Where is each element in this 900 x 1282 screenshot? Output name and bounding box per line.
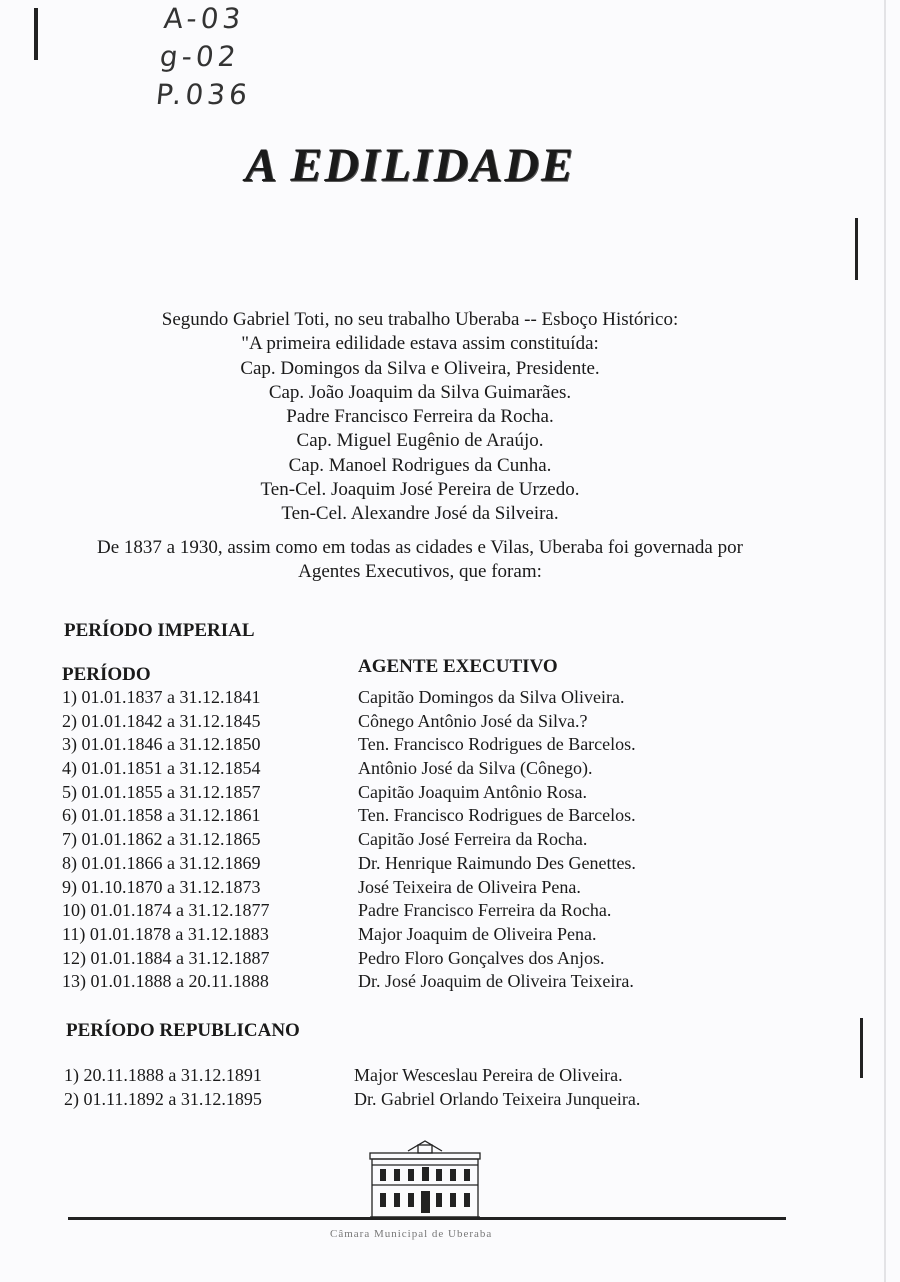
intro-line: Cap. Miguel Eugênio de Araújo. bbox=[296, 430, 544, 452]
period-cell: 9) 01.10.1870 a 31.12.1873 bbox=[62, 876, 261, 897]
agent-cell: Pedro Floro Gonçalves dos Anjos. bbox=[358, 947, 605, 968]
building-logo-icon bbox=[368, 1137, 482, 1221]
governance-paragraph bbox=[64, 536, 776, 584]
period-column-header: PERÍODO bbox=[62, 664, 151, 685]
intro-line: "A primeira edilidade estava assim constituída: bbox=[241, 333, 599, 355]
footer-divider bbox=[68, 1217, 786, 1220]
staple-mark bbox=[855, 218, 858, 280]
period-cell: 1) 01.01.1837 a 31.12.1841 bbox=[62, 687, 261, 707]
agent-cell: Dr. Henrique Raimundo Des Genettes. bbox=[358, 852, 636, 873]
period-cell: 8) 01.01.1866 a 31.12.1869 bbox=[62, 852, 261, 873]
republican-heading: PERÍODO REPUBLICANO bbox=[66, 1020, 300, 1041]
period-cell: 2) 01.11.1892 a 31.12.1895 bbox=[64, 1088, 262, 1109]
agent-cell: Dr. José Joaquim de Oliveira Teixeira. bbox=[358, 971, 634, 992]
intro-line: Ten-Cel. Joaquim José Pereira de Urzedo. bbox=[260, 479, 580, 501]
agent-column-header: AGENTE EXECUTIVO bbox=[358, 656, 558, 677]
period-cell: 13) 01.01.1888 a 20.11.1888 bbox=[62, 971, 269, 992]
handwritten-note: A-03 bbox=[162, 2, 247, 35]
staple-mark bbox=[34, 8, 38, 60]
imperial-heading: PERÍODO IMPERIAL bbox=[64, 620, 255, 641]
period-cell: 6) 01.01.1858 a 31.12.1861 bbox=[62, 805, 261, 826]
agent-cell: Padre Francisco Ferreira da Rocha. bbox=[358, 900, 612, 921]
agent-cell: Capitão José Ferreira da Rocha. bbox=[358, 829, 588, 850]
handwritten-notes bbox=[154, 0, 261, 114]
footer-caption: Câmara Municipal de Uberaba bbox=[330, 1228, 493, 1240]
agent-cell: Capitão Domingos da Silva Oliveira. bbox=[358, 687, 625, 707]
intro-line: Ten-Cel. Alexandre José da Silveira. bbox=[281, 503, 559, 525]
handwritten-note: g-02 bbox=[158, 40, 242, 73]
agent-cell: Cônego Antônio José da Silva.? bbox=[358, 710, 588, 731]
agent-cell: Ten. Francisco Rodrigues de Barcelos. bbox=[358, 734, 636, 755]
agent-cell: Dr. Gabriel Orlando Teixeira Junqueira. bbox=[354, 1088, 641, 1109]
agent-cell: Antônio José da Silva (Cônego). bbox=[358, 758, 593, 779]
intro-block bbox=[0, 308, 840, 527]
period-cell: 2) 01.01.1842 a 31.12.1845 bbox=[62, 710, 261, 731]
governance-line: Agentes Executivos, que foram: bbox=[298, 561, 542, 582]
staple-mark bbox=[860, 1018, 863, 1078]
agent-cell: Ten. Francisco Rodrigues de Barcelos. bbox=[358, 805, 636, 826]
period-cell: 1) 20.11.1888 a 31.12.1891 bbox=[64, 1065, 262, 1085]
period-cell: 10) 01.01.1874 a 31.12.1877 bbox=[62, 900, 270, 921]
document-title: A EDILIDADE bbox=[244, 139, 576, 192]
agent-cell: Major Joaquim de Oliveira Pena. bbox=[358, 923, 597, 944]
governance-line: De 1837 a 1930, assim como em todas as cidades e Vilas, Uberaba foi governada por bbox=[97, 537, 743, 558]
period-cell: 11) 01.01.1878 a 31.12.1883 bbox=[62, 923, 269, 944]
intro-line: Cap. Domingos da Silva e Oliveira, Presidente. bbox=[240, 357, 600, 379]
period-cell: 4) 01.01.1851 a 31.12.1854 bbox=[62, 758, 261, 779]
period-cell: 12) 01.01.1884 a 31.12.1887 bbox=[62, 947, 270, 968]
agent-cell: Capitão Joaquim Antônio Rosa. bbox=[358, 781, 587, 802]
agent-cell: Major Wesceslau Pereira de Oliveira. bbox=[354, 1065, 623, 1085]
period-cell: 3) 01.01.1846 a 31.12.1850 bbox=[62, 734, 261, 755]
handwritten-note: P.036 bbox=[154, 78, 253, 111]
intro-line: Segundo Gabriel Toti, no seu trabalho Uberaba -- Esboço Histórico: bbox=[161, 309, 679, 330]
page-edge bbox=[884, 0, 886, 1282]
intro-line: Cap. Manoel Rodrigues da Cunha. bbox=[288, 454, 552, 476]
intro-line: Padre Francisco Ferreira da Rocha. bbox=[286, 406, 554, 428]
period-cell: 7) 01.01.1862 a 31.12.1865 bbox=[62, 829, 261, 850]
period-cell: 5) 01.01.1855 a 31.12.1857 bbox=[62, 781, 261, 802]
agent-cell: José Teixeira de Oliveira Pena. bbox=[358, 876, 581, 897]
intro-line: Cap. João Joaquim da Silva Guimarães. bbox=[268, 381, 572, 403]
